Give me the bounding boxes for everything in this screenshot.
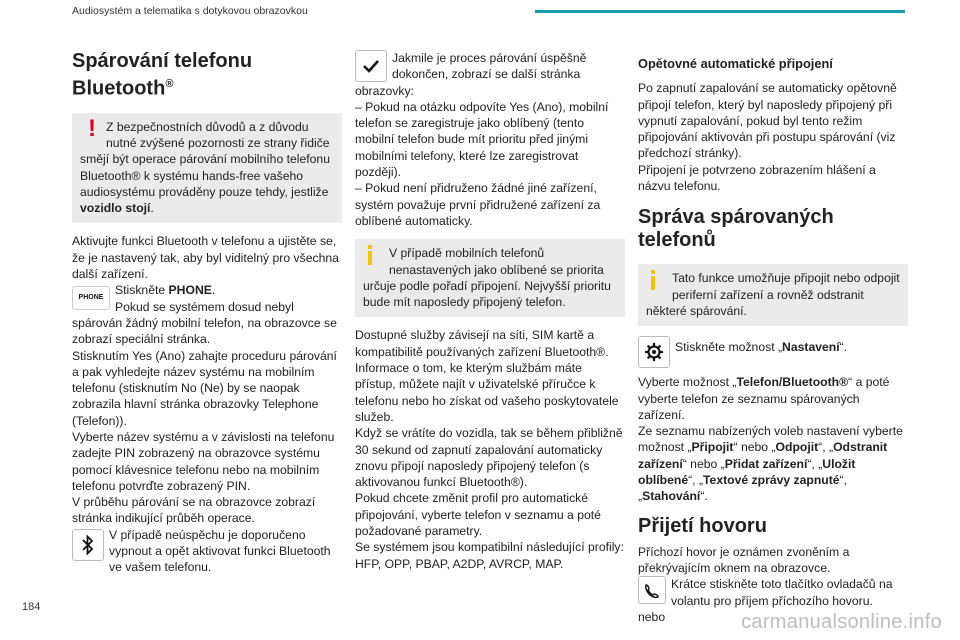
warning-box bbox=[72, 113, 342, 224]
paragraph: Vyberte možnost „Telefon/Bluetooth®“ a poté vyberte telefon ze seznamu spárovaných zařízení. bbox=[638, 375, 890, 422]
phone-icon: PHONE bbox=[72, 286, 110, 310]
section-title-pairing: Spárování telefonu Bluetooth® bbox=[72, 50, 253, 100]
info-text: V případě mobilních telefonů nenastavených jako oblíbené se priorita určuje podle pořadí připojení. Nejvyšší prioritu bude mít naposledy připojený telefon. bbox=[363, 246, 611, 310]
bluetooth-icon bbox=[72, 529, 104, 561]
press-phone-text: Stiskněte PHONE. bbox=[115, 283, 216, 298]
running-header: Audiosystém a telematika s dotykovou obrazovkou bbox=[72, 5, 308, 17]
gear-icon bbox=[638, 336, 670, 368]
phone-instruction bbox=[72, 282, 342, 302]
page-number: 184 bbox=[22, 601, 41, 613]
paragraph: Pokud se systémem dosud nebyl spárován žádný mobilní telefon, na obrazovce se zobrazí speciální stránka. bbox=[72, 299, 337, 347]
phone-handset-icon bbox=[638, 576, 666, 604]
pairing-success-note bbox=[355, 50, 625, 99]
paragraph: Po zapnutí zapalování se automaticky opětovně připojí telefon, který byl naposledy připojený při vypnutí zapalování, pokud byl tento režim připojování aktivován při postupu spárování (viz předchozí stránky). bbox=[638, 81, 897, 161]
column-2 bbox=[355, 50, 625, 572]
options-list-text: Ze seznamu nabízených voleb nastavení vyberte možnost „Připojit“ nebo „Odpojit“, „Odstranit zařízení“ nebo „Přidat zařízení“, „Uložit oblíbené“, „Textové zprávy zapnuté“, „Stahování“. bbox=[638, 424, 903, 504]
paragraph: nebo bbox=[638, 609, 666, 624]
column-1 bbox=[72, 50, 342, 576]
watermark: carmanualsonline.info bbox=[741, 611, 942, 633]
paragraph: Připojení je potvrzeno zobrazením hlášení a názvu telefonu. bbox=[638, 162, 876, 194]
paragraph: Vyberte název systému a v závislosti na telefonu zadejte PIN zobrazený na obrazovce systému pomocí klávesnice telefonu nebo na mobilním telefonu potvrďte zobrazený PIN. bbox=[72, 430, 335, 493]
column-3 bbox=[638, 56, 908, 625]
header-accent-bar bbox=[535, 10, 905, 13]
warning-text: Z bezpečnostních důvodů a z důvodu nutné zvýšené pozornosti ze strany řidiče smějí být operace párování mobilního telefonu Bluetooth® k systému hands-free vašeho audiosystému prováděny pouze tehdy, jestliže vozidlo stojí. bbox=[80, 119, 330, 216]
paragraph: Aktivujte funkci Bluetooth v telefonu a ujistěte se, že je nastavený tak, aby byl viditelný pro všechna další zařízení. bbox=[72, 234, 339, 282]
paragraph: V průběhu párování se na obrazovce zobrazí stránka indikující průběh operace. bbox=[72, 495, 316, 526]
info-box bbox=[355, 239, 625, 317]
bluetooth-note bbox=[72, 527, 342, 576]
settings-instruction bbox=[638, 336, 908, 368]
steering-button-note bbox=[638, 576, 908, 609]
paragraph: Dostupné služby závisejí na síti, SIM kartě a kompatibilitě používaných zařízení Bluetooth®. Informace o tom, ke kterým službám máte přístup, můžete najít v uživatelské příručce k telefonu nebo ho získat od vašeho poskytovatele služeb. bbox=[355, 328, 619, 424]
info-box bbox=[638, 264, 908, 326]
info-text: Tato funkce umožňuje připojit nebo odpojit periferní zařízení a rovněž odstranit některé spárování. bbox=[646, 271, 900, 318]
info-icon bbox=[367, 245, 385, 265]
subheading-auto-reconnect: Opětovné automatické připojení bbox=[638, 56, 833, 71]
checkmark-icon bbox=[355, 50, 387, 82]
paragraph: – Pokud na otázku odpovíte Yes (Ano), mobilní telefon se zaregistruje jako oblíbený (tento mobilní telefon bude mít prioritu před jinými mobilními telefony, které lze zaregistrovat později). bbox=[355, 99, 609, 180]
warning-icon: ! bbox=[88, 114, 96, 142]
paragraph: Krátce stiskněte toto tlačítko ovladačů na volantu pro příjem příchozího hovoru. bbox=[671, 577, 893, 608]
paragraph: Jakmile je proces párování úspěšně dokončen, zobrazí se další stránka obrazovky: bbox=[355, 51, 587, 98]
section-title-call: Přijetí hovoru bbox=[638, 514, 767, 537]
paragraph: Když se vrátíte do vozidla, tak se během přibližně 30 sekund od zapnutí zapalování automaticky znovu připojí naposledy připojený telefon (s aktivovanou funkcí Bluetooth®). bbox=[355, 426, 623, 490]
paragraph: V případě neúspěchu je doporučeno vypnout a opět aktivovat funkci Bluetooth ve vašem telefonu. bbox=[109, 527, 331, 575]
paragraph: Příchozí hovor je oznámen zvoněním a překrývajícím oknem na obrazovce. bbox=[638, 544, 850, 575]
settings-text: Stiskněte možnost „Nastavení“. bbox=[675, 340, 848, 355]
paragraph: – Pokud není přidruženo žádné jiné zařízení, systém považuje první přidružené zařízení za oblíbené automaticky. bbox=[355, 181, 601, 228]
paragraph: Stisknutím Yes (Ano) zahajte proceduru párování a pak vyhledejte název systému na mobilním telefonu (stisknutím No (Ne) by se naopak zobrazila hlavní stránka obrazovky Telephone (Telefon)). bbox=[72, 348, 337, 428]
info-icon bbox=[650, 270, 668, 290]
paragraph: Se systémem jsou kompatibilní následující profily: HFP, OPP, PBAP, A2DP, AVRCP, MAP. bbox=[355, 540, 624, 571]
section-title-manage: Správa spárovaných telefonů bbox=[638, 206, 834, 252]
paragraph: Pokud chcete změnit profil pro automatické připojování, vyberte telefon v seznamu a poté požadované parametry. bbox=[355, 491, 601, 539]
